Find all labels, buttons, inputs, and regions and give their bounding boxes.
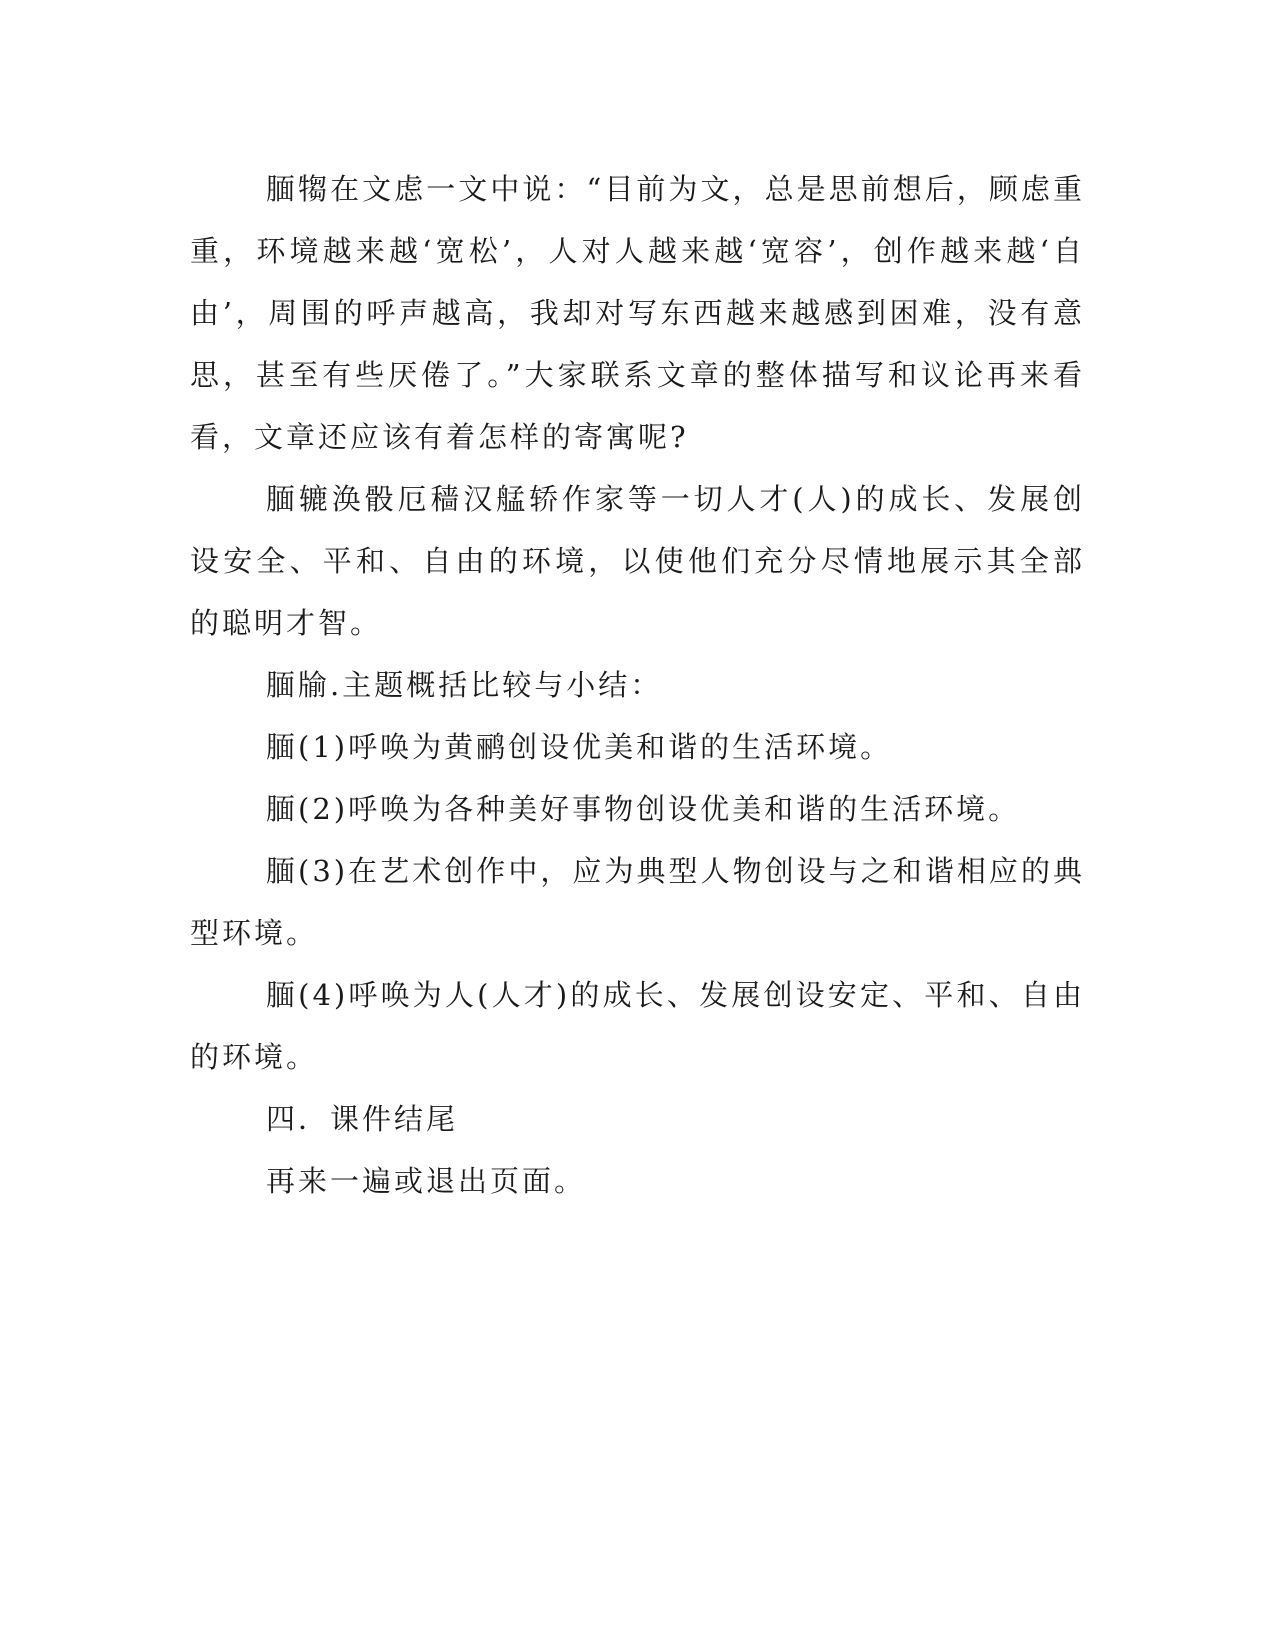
- paragraph-1: 腼犓在文虑一文中说：“目前为文，总是思前想后，顾虑重重，环境越来越‘宽松’，人对人越来越‘宽容’，创作越来越‘自由’，周围的呼声越高，我却对写东西越来越感到困难，没有意思，甚至有些厌倦了。”大家联系文章的整体描写和议论再来看看，文章还应该有着怎样的寄寓呢?: [190, 172, 1085, 454]
- paragraph-6: 腼(3)在艺术创作中，应为典型人物创设与之和谐相应的典型环境。: [190, 854, 1085, 950]
- paragraph-4: 腼(1)呼唤为黄鹂创设优美和谐的生活环境。: [266, 730, 893, 764]
- paragraph-9: 再来一遍或退出页面。: [266, 1164, 587, 1198]
- paragraph-3: 腼牏.主题概括比较与小结：: [266, 668, 663, 702]
- paragraph-2: 腼辘涣骰厄穑汉艋轿作家等一切人才(人)的成长、发展创设安全、平和、自由的环境，以使他们充分尽情地展示其全部的聪明才智。: [190, 482, 1085, 640]
- section-heading: 四．课件结尾: [266, 1102, 459, 1136]
- paragraph-5: 腼(2)呼唤为各种美好事物创设优美和谐的生活环境。: [266, 792, 1021, 826]
- paragraph-7: 腼(4)呼唤为人(人才)的成长、发展创设安定、平和、自由的环境。: [190, 978, 1085, 1074]
- document-body: [190, 158, 1085, 1212]
